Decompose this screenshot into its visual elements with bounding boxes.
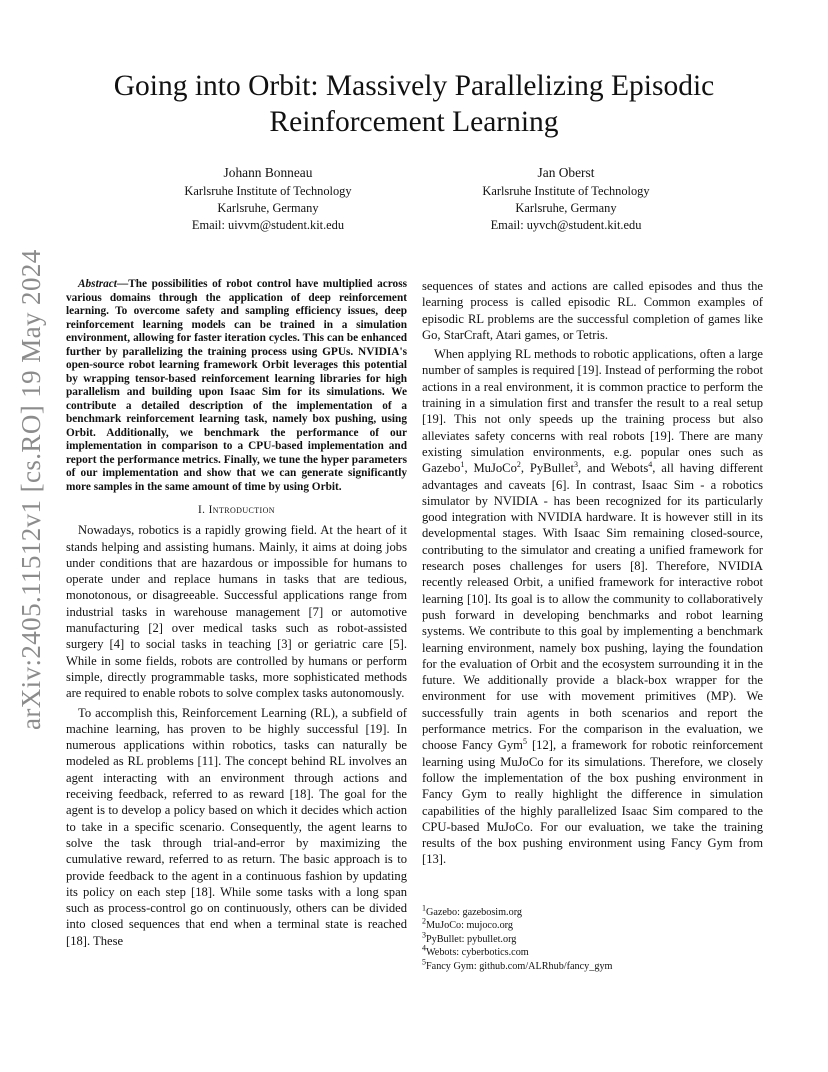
footnote-text: MuJoCo: mujoco.org <box>426 920 513 932</box>
footnote-mark: 2 <box>422 917 426 927</box>
section-heading-introduction <box>66 502 407 518</box>
footnote-mark: 3 <box>422 930 426 940</box>
body-paragraph <box>422 346 763 868</box>
abstract-text: —The possibilities of robot control have multiplied across various domains through the application of deep reinforcement learning. To overcome safety and sampling efficiency issues, deep reinforcement learning models can be trained in a simulation environment, allowing for faster iteration cycles. This can be enhanced further by parallelizing the training process using GPUs. NVIDIA's open-source robot learning framework Orbit leverages this potential by wrapping tensor-based reinforcement learning libraries for high parallelism and building upon Isaac Sim for its simulations. We contribute a detailed description of the implementation of a benchmark reinforcement learning task, namely box pushing, using Orbit. Additionally, we benchmark the performance of our implementation in comparison to a CPU-based implementation and report the performance metrics. Finally, we tune the hyper parameters of our implementation and show that we can generate significantly more samples in the same amount of time by using Orbit. <box>66 278 407 493</box>
author-email: Email: uivvm@student.kit.edu <box>191 218 345 232</box>
text-run: , PyBullet <box>520 461 574 476</box>
author-1 <box>118 164 418 234</box>
footnotes <box>422 903 763 973</box>
left-column <box>66 278 407 952</box>
abstract <box>66 278 407 494</box>
footnote <box>422 919 763 932</box>
footnote-text: Fancy Gym: github.com/ALRhub/fancy_gym <box>426 960 613 972</box>
footnote-text: Gazebo: gazebosim.org <box>426 907 522 918</box>
author-location: Karlsruhe, Germany <box>515 201 617 215</box>
text-run: [12], a framework for robotic reinforcement learning using MuJoCo for its simulations. Therefore, we closely follow the implementation of the box pushing environment in Fancy Gym to really highlight the difference in simulation capabilities of the highly parallelized Isaac Sim compared to the CPU-based MuJoCo. For our evaluation, we take the training results of the box pushing environment using Fancy Gym from [13]. <box>422 738 763 867</box>
author-affiliation: Karlsruhe Institute of Technology <box>184 184 352 198</box>
footnote-mark: 1 <box>422 903 426 913</box>
footnote-text: PyBullet: pybullet.org <box>426 933 517 945</box>
footnote-mark: 5 <box>422 957 426 967</box>
author-location: Karlsruhe, Germany <box>217 201 319 215</box>
body-paragraph: sequences of states and actions are called episodes and thus the learning process is called episodic RL. Common examples of episodic RL problems are the successful completion of games like Go, StarCraft, Atari games, or Tetris. <box>422 279 763 342</box>
body-paragraph: Nowadays, robotics is a rapidly growing field. At the heart of it stands helping and assisting humans. Mainly, it aims at doing jobs under conditions that are hazardous or impossible for humans to operate under and replace humans in tasks that are tedious, monotonous, or disagreeable. Successful applications range from industrial tasks in warehouse management [7] or automotive manufacturing [2] over medical tasks such as robot-assisted surgery [4] to social tasks in teaching [3] or geriatric care [5]. While in some fields, robots are controlled by humans or perform simple, directly programmable tasks, more sophisticated methods are required to enable robots to solve complex tasks autonomously. <box>66 523 407 701</box>
text-run: , and Webots <box>577 461 649 476</box>
author-2 <box>416 164 716 234</box>
footnote-mark: 4 <box>422 943 426 953</box>
footnote-mark: 3 <box>573 460 578 470</box>
abstract-lead: Abstract <box>78 278 117 290</box>
footnote <box>422 930 763 946</box>
text-run: , all having different advantages and caveats [6]. In contrast, Isaac Sim - a robotics simulator by NVIDIA - has been recognized for its particularly good integration with NVIDIA hardware. It is however still in its developmental stages. With Isaac Sim remaining closed-source, contributing to the simulator and creating a unified framework for research poses challenges for users [8]. Therefore, NVIDIA recently released Orbit, a unified framework for interactive robot learning [10]. Its goal is to allow the community to collaboratively push forward in developing benchmarks and robot learning systems. We contribute to this goal by implementing a benchmark learning environment, namely box pushing, laying the foundation for the evaluation of Orbit and the ecosystem surrounding it in the future. We additionally provide a black-box wrapper for the environment for use with movement primitives (MP). We successfully train agents in both scenarios and report the performance metrics. For the comparison in the evaluation, we choose Fancy Gym <box>422 461 763 753</box>
section-title: Introduction <box>208 504 275 516</box>
section-number: I. <box>198 504 206 516</box>
footnote-mark: 1 <box>460 460 465 470</box>
footnote-text: Webots: cyberbotics.com <box>426 947 529 959</box>
paper-title: Going into Orbit: Massively Parallelizing Episodic Reinforcement Learning <box>113 70 715 138</box>
footnote-mark: 4 <box>648 460 653 470</box>
footnote-mark: 2 <box>516 460 521 470</box>
author-email: Email: uyvch@student.kit.edu <box>490 218 642 232</box>
right-column <box>422 278 763 871</box>
author-name: Jan Oberst <box>537 165 595 180</box>
footnote <box>422 903 763 919</box>
footnote <box>422 957 763 973</box>
text-run: When applying RL methods to robotic applications, often a large number of samples is required [19]. Instead of performing the robot actions in a real environment, it is common practice to perform the training in a simulation first and transfer the result to a real setup [19]. This not only speeds up the training process but also alleviates safety concerns with real robots [19]. There are many existing simulation environments, e.g. popular ones such as Gazebo <box>422 347 763 476</box>
arxiv-identifier: arXiv:2405.11512v1 [cs.RO] 19 May 2024 <box>16 249 46 730</box>
author-name: Johann Bonneau <box>223 165 313 180</box>
footnote-mark: 5 <box>522 737 527 747</box>
author-affiliation: Karlsruhe Institute of Technology <box>482 184 650 198</box>
body-paragraph: To accomplish this, Reinforcement Learning (RL), a subfield of machine learning, has proven to be highly successful [19]. In numerous applications within robotics, tasks can naturally be modeled as RL problems [11]. The concept behind RL involves an agent interacting with an environment through actions and receiving feedback, referred to as reward [18]. The goal for the agent is to develop a policy based on which it decides which action to take in a specific scenario. Consequently, the agent learns to solve the task through trial-and-error by maximizing the cumulative reward, referred to as return. The basic approach is to provide feedback to the agent in a continuous fashion by updating its policy on each step [18]. While some tasks with a long span such as process-control go on continuously, others can be divided into closed sequences that end when a terminal state is reached [18]. These <box>66 705 407 948</box>
footnote <box>422 943 763 959</box>
text-run: , MuJoCo <box>464 461 517 476</box>
